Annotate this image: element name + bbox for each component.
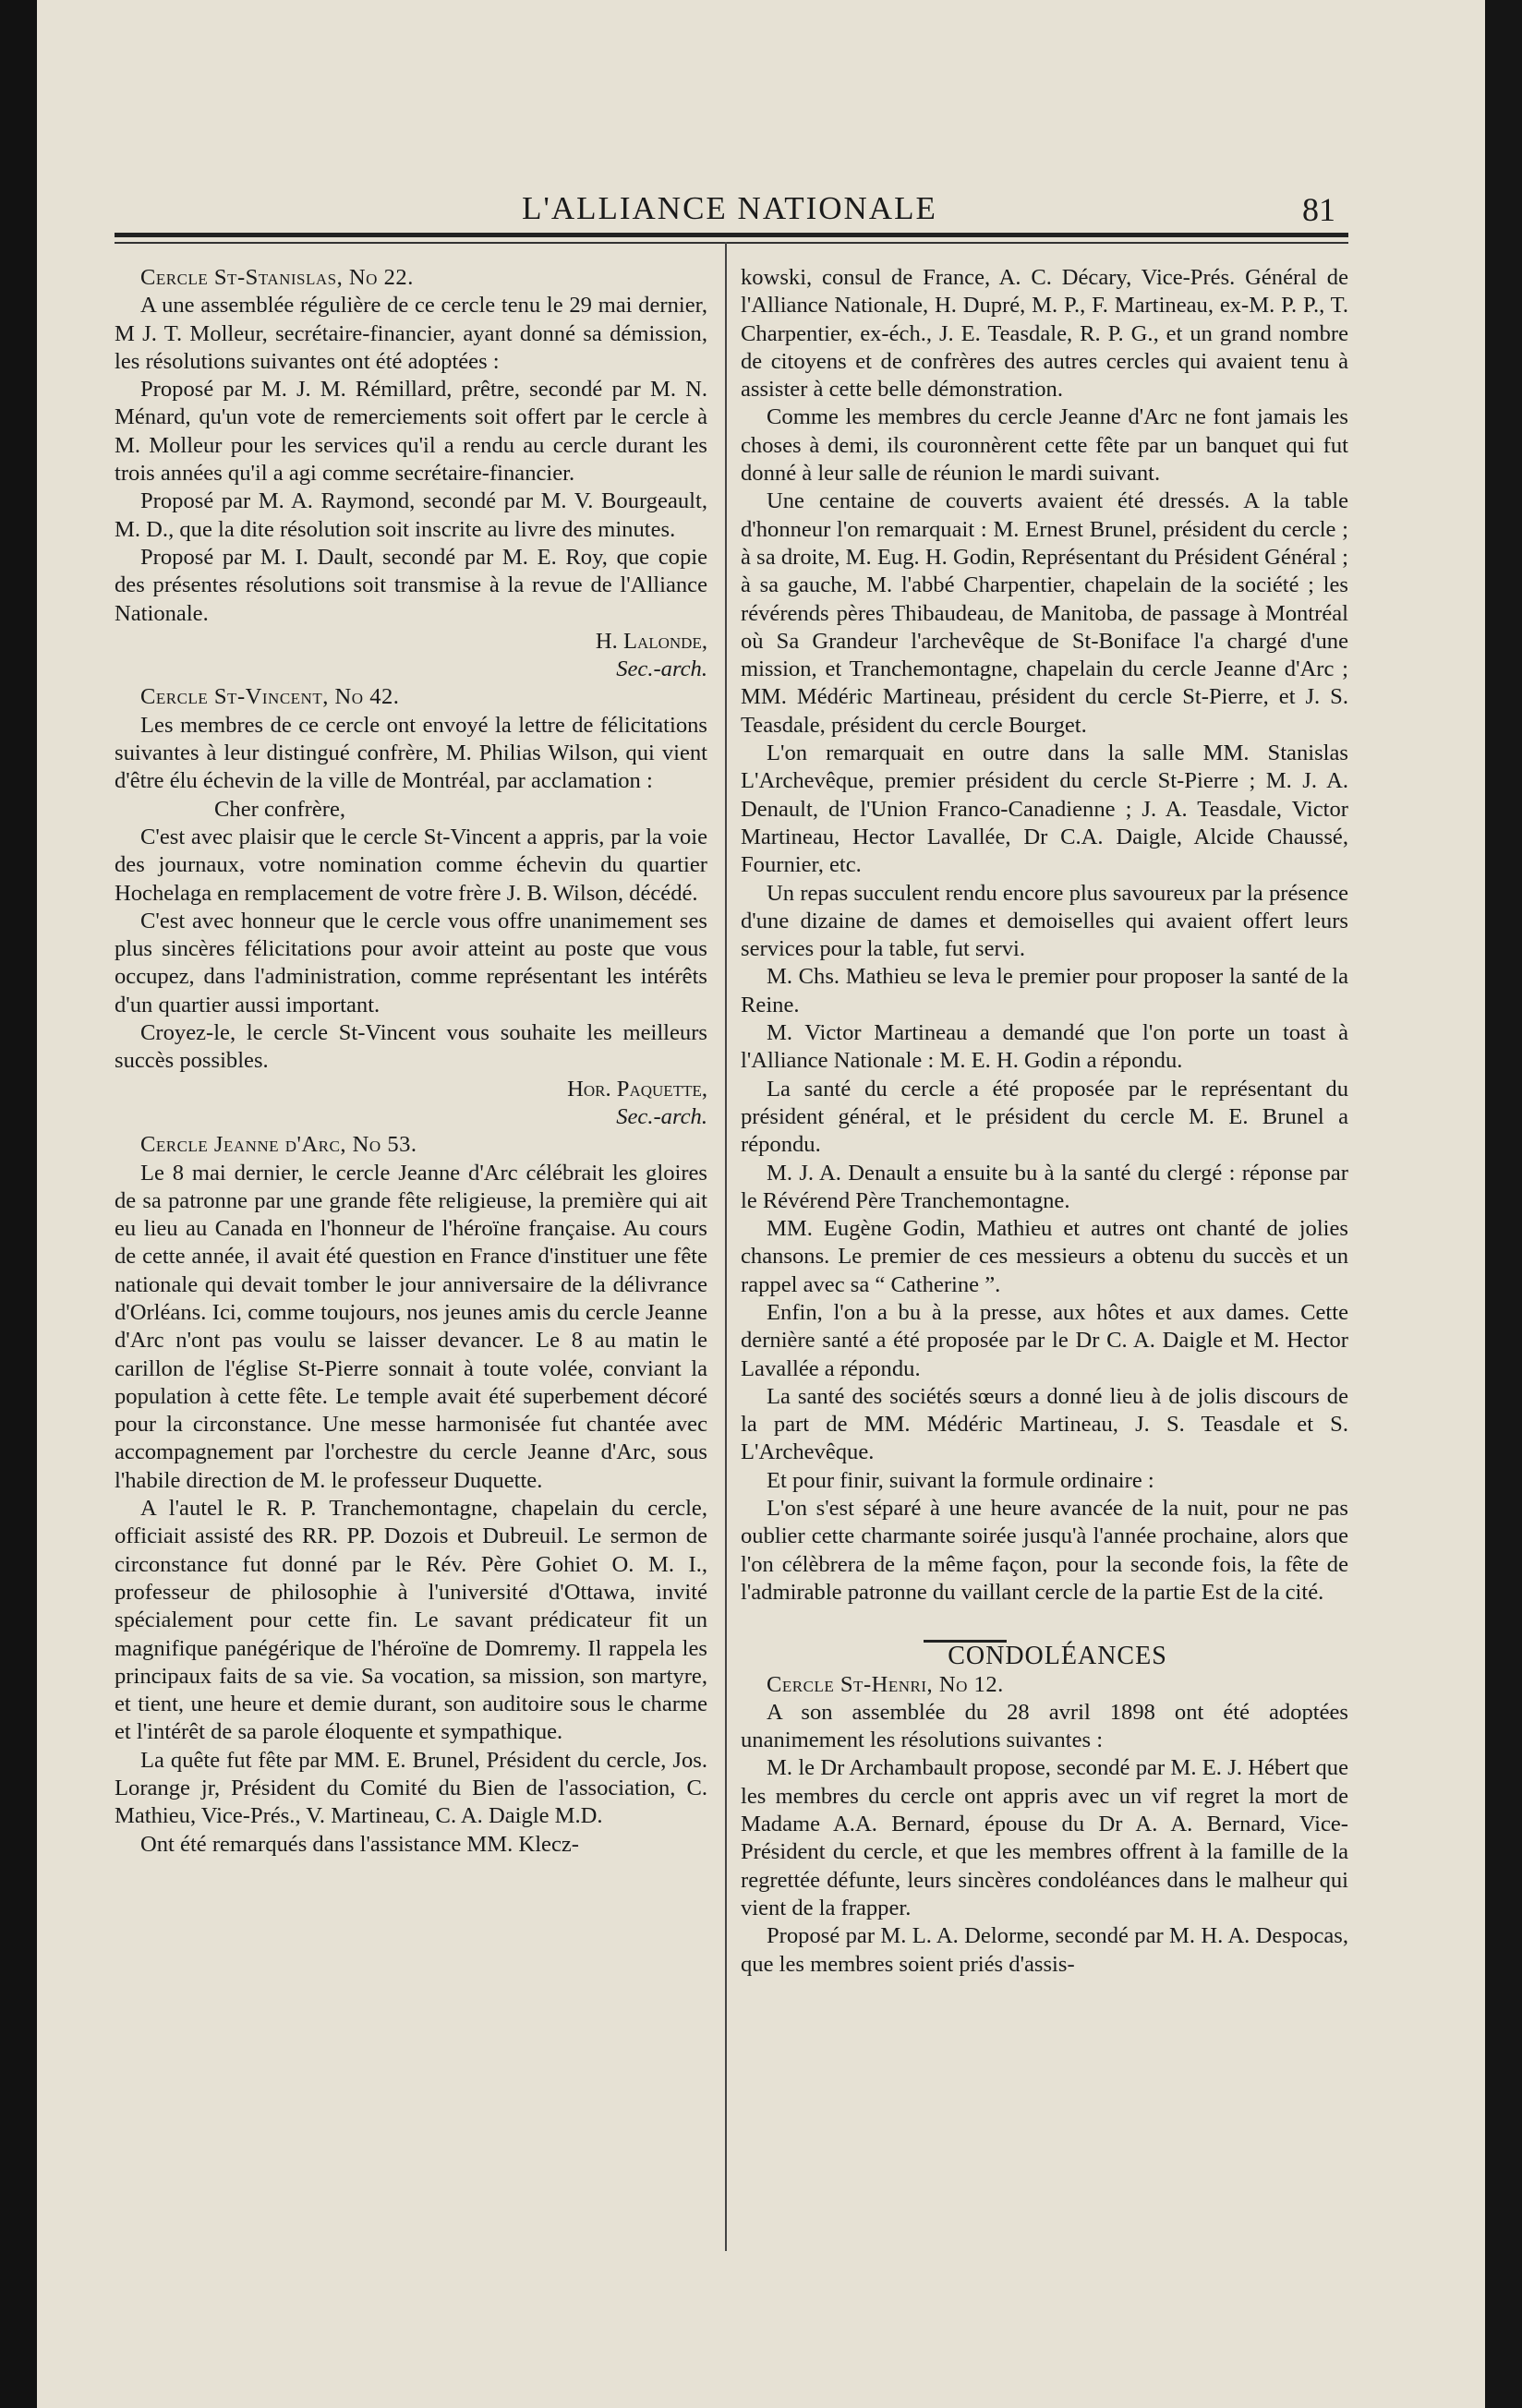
paragraph: La santé du cercle a été proposée par le représentant du président général, et le président du cercle M. E. Brunel a répondu. [741, 1076, 1348, 1158]
paragraph: Les membres de ce cercle ont envoyé la lettre de félicitations suivantes à leur distingué confrère, M. Philias Wilson, qui vient d'être élu échevin de la ville de Montréal, par acclamation : [115, 712, 707, 794]
left-column [115, 264, 707, 1859]
paragraph: Proposé par M. J. M. Rémillard, prêtre, secondé par M. N. Ménard, qu'un vote de remerciements soit offert par le cercle à M. Molleur pour les services qu'il a rendu au cercle durant les trois années qu'il a agi comme secrétaire-financier. [115, 377, 707, 487]
paragraph: La santé des sociétés sœurs a donné lieu à de jolis discours de la part de MM. Médéric Martineau, J. S. Teasdale et S. L'Archevêque. [741, 1383, 1348, 1465]
column-divider [725, 242, 727, 2251]
paragraph: A son assemblée du 28 avril 1898 ont été adoptées unanimement les résolutions suivantes : [741, 1699, 1348, 1753]
section-title-condoleances: CONDOLÉANCES [948, 1642, 1167, 1671]
right-column [741, 264, 1348, 1979]
header-rule-thin [115, 242, 1348, 244]
paragraph: M. le Dr Archambault propose, secondé par M. E. J. Hébert que les membres du cercle ont appris avec un vif regret la mort de Madame A.A. Bernard, épouse du Dr A. A. Bernard, Vice-Président du cercle, et que les membres offrent à la famille de la regrettée défunte, leurs sincères condoléances dans le malheur qui vient de la frapper. [741, 1755, 1348, 1920]
paragraph: Une centaine de couverts avaient été dressés. A la table d'honneur l'on remarquait : M. Ernest Brunel, président du cercle ; à sa droite, M. Eug. H. Godin, Représentant du Président Général ; à sa gauche, M. l'abbé Charpentier, chapelain de la société ; les révérends pères Thibaudeau, de Manitoba, de passage à Montréal où Sa Grandeur l'archevêque de St-Boniface l'a chargé d'une mission, et Tranchemontagne, chapelain du cercle Jeanne d'Arc ; MM. Médéric Martineau, président du cercle St-Pierre, et J. S. Teasdale, président du cercle Bourget. [741, 488, 1348, 738]
paragraph: Proposé par M. L. A. Delorme, secondé par M. H. A. Despocas, que les membres soient priés d'assis- [741, 1923, 1348, 1977]
letter-salutation: Cher confrère, [214, 796, 346, 822]
paragraph: Et pour finir, suivant la formule ordinaire : [767, 1467, 1154, 1493]
paragraph: M. Victor Martineau a demandé que l'on porte un toast à l'Alliance Nationale : M. E. H. Godin a répondu. [741, 1020, 1348, 1074]
paragraph: Un repas succulent rendu encore plus savoureux par la présence d'une dizaine de dames et demoiselles qui avaient offert leurs services pour la table, fut servi. [741, 880, 1348, 962]
section-heading-jeanne: Cercle Jeanne d'Arc, No 53. [140, 1132, 417, 1158]
page-number: 81 [1302, 191, 1335, 228]
header-rule-thick [115, 233, 1348, 237]
paragraph: Ont été remarqués dans l'assistance MM. Klecz- [140, 1831, 579, 1857]
section-heading-stanislas: Cercle St-Stanislas, No 22. [140, 265, 414, 290]
paragraph: Proposé par M. A. Raymond, secondé par M. V. Bourgeault, M. D., que la dite résolution soit inscrite au livre des minutes. [115, 488, 707, 542]
running-header [111, 190, 1348, 235]
signature-text: Hor. Paquette, [567, 1076, 707, 1102]
signature-text: H. Lalonde, [595, 628, 707, 654]
section-heading-henri: Cercle St-Henri, No 12. [767, 1671, 1004, 1697]
paragraph: M. J. A. Denault a ensuite bu à la santé du clergé : réponse par le Révérend Père Tranchemontagne. [741, 1160, 1348, 1213]
signature-role: Sec.-arch. [616, 1103, 707, 1129]
paragraph: A une assemblée régulière de ce cercle tenu le 29 mai dernier, M J. T. Molleur, secrétaire-financier, ayant donné sa démission, les résolutions suivantes ont été adoptées : [115, 293, 707, 374]
paragraph: C'est avec plaisir que le cercle St-Vincent a appris, par la voie des journaux, votre nomination comme échevin du quartier Hochelaga en remplacement de votre frère J. B. Wilson, décédé. [115, 824, 707, 906]
paragraph: Proposé par M. I. Dault, secondé par M. E. Roy, que copie des présentes résolutions soit transmise à la revue de l'Alliance Nationale. [115, 544, 707, 626]
paragraph: Croyez-le, le cercle St-Vincent vous souhaite les meilleurs succès possibles. [115, 1020, 707, 1074]
signature-name [115, 628, 707, 656]
journal-title: L'ALLIANCE NATIONALE [522, 190, 937, 226]
paragraph: L'on remarquait en outre dans la salle MM. Stanislas L'Archevêque, premier président du cercle St-Pierre ; M. J. A. Denault, de l'Union Franco-Canadienne ; J. A. Teasdale, Victor Martineau, Hector Lavallée, Dr C.A. Daigle, Alcide Chaussé, Fournier, etc. [741, 740, 1348, 878]
paragraph: MM. Eugène Godin, Mathieu et autres ont chanté de jolies chansons. Le premier de ces messieurs a obtenu du succès et un rappel avec sa “ Catherine ”. [741, 1216, 1348, 1297]
paragraph: A l'autel le R. P. Tranchemontagne, chapelain du cercle, officiait assisté des RR. PP. Dozois et Dubreuil. Le sermon de circonstance fut donné par le Rév. Père Gohiet O. M. I., professeur de philosophie à l'université d'Ottawa, invité spécialement pour cette fin. Le savant prédicateur fit un magnifique panégérique de l'héroïne de Domremy. Il rappela les principaux faits de sa vie. Sa vocation, sa mission, son martyre, et tient, une heure et demie durant, son auditoire sous le charme et l'intérêt de sa parole éloquente et sympathique. [115, 1496, 707, 1745]
scan-left-edge [0, 0, 37, 2408]
paragraph: La quête fut fête par MM. E. Brunel, Président du cercle, Jos. Lorange jr, Président du Comité du Bien de l'association, C. Mathieu, Vice-Prés., V. Martineau, C. A. Daigle M.D. [115, 1747, 707, 1829]
paragraph-continued: kowski, consul de France, A. C. Décary, Vice-Prés. Général de l'Alliance Nationale, H. Dupré, M. P., F. Martineau, ex-M. P. P., T. Charpentier, ex-éch., J. E. Teasdale, R. P. G., et un grand nombre de citoyens et de confrères des autres cercles qui avaient tenu à assister à cette belle démonstration. [741, 265, 1348, 403]
signature-name [115, 1076, 707, 1103]
section-heading-vincent: Cercle St-Vincent, No 42. [140, 684, 400, 710]
paragraph: L'on s'est séparé à une heure avancée de la nuit, pour ne pas oublier cette charmante soirée jusqu'à l'année prochaine, alors que l'on célèbrera de la même façon, pour la seconde fois, la fête de l'admirable patronne du vaillant cercle de la partie Est de la cité. [741, 1496, 1348, 1605]
scan-right-edge [1485, 0, 1522, 2408]
paragraph: Le 8 mai dernier, le cercle Jeanne d'Arc célébrait les gloires de sa patronne par une grande fête religieuse, la première qui ait eu lieu au Canada en l'honneur de l'héroïne française. Au cours de cette année, il avait été question en France d'instituer une fête nationale qui devait tomber le jour anniversaire de la délivrance d'Orléans. Ici, comme toujours, nos jeunes amis du cercle Jeanne d'Arc n'ont pas voulu se laisser devancer. Le 8 au matin le carillon de l'église St-Pierre sonnait à toute volée, conviant la population à cette fête. Le temple avait été superbement décoré pour la circonstance. Une messe harmonisée fut chantée avec accompagnement par l'orchestre du cercle Jeanne d'Arc, sous l'habile direction de M. le professeur Duquette. [115, 1160, 707, 1493]
paragraph: Enfin, l'on a bu à la presse, aux hôtes et aux dames. Cette dernière santé a été proposée par le Dr C. A. Daigle et M. Hector Lavallée a répondu. [741, 1299, 1348, 1381]
paragraph: M. Chs. Mathieu se leva le premier pour proposer la santé de la Reine. [741, 964, 1348, 1017]
signature-role: Sec.-arch. [616, 656, 707, 682]
paragraph: Comme les membres du cercle Jeanne d'Arc ne font jamais les choses à demi, ils couronnèrent cette fête par un banquet qui fut donné à leur salle de réunion le mardi suivant. [741, 404, 1348, 487]
paragraph: C'est avec honneur que le cercle vous offre unanimement ses plus sincères félicitations pour avoir atteint au poste que vous occupez, dans l'administration, comme représentant les intérêts d'un quartier aussi important. [115, 908, 707, 1017]
